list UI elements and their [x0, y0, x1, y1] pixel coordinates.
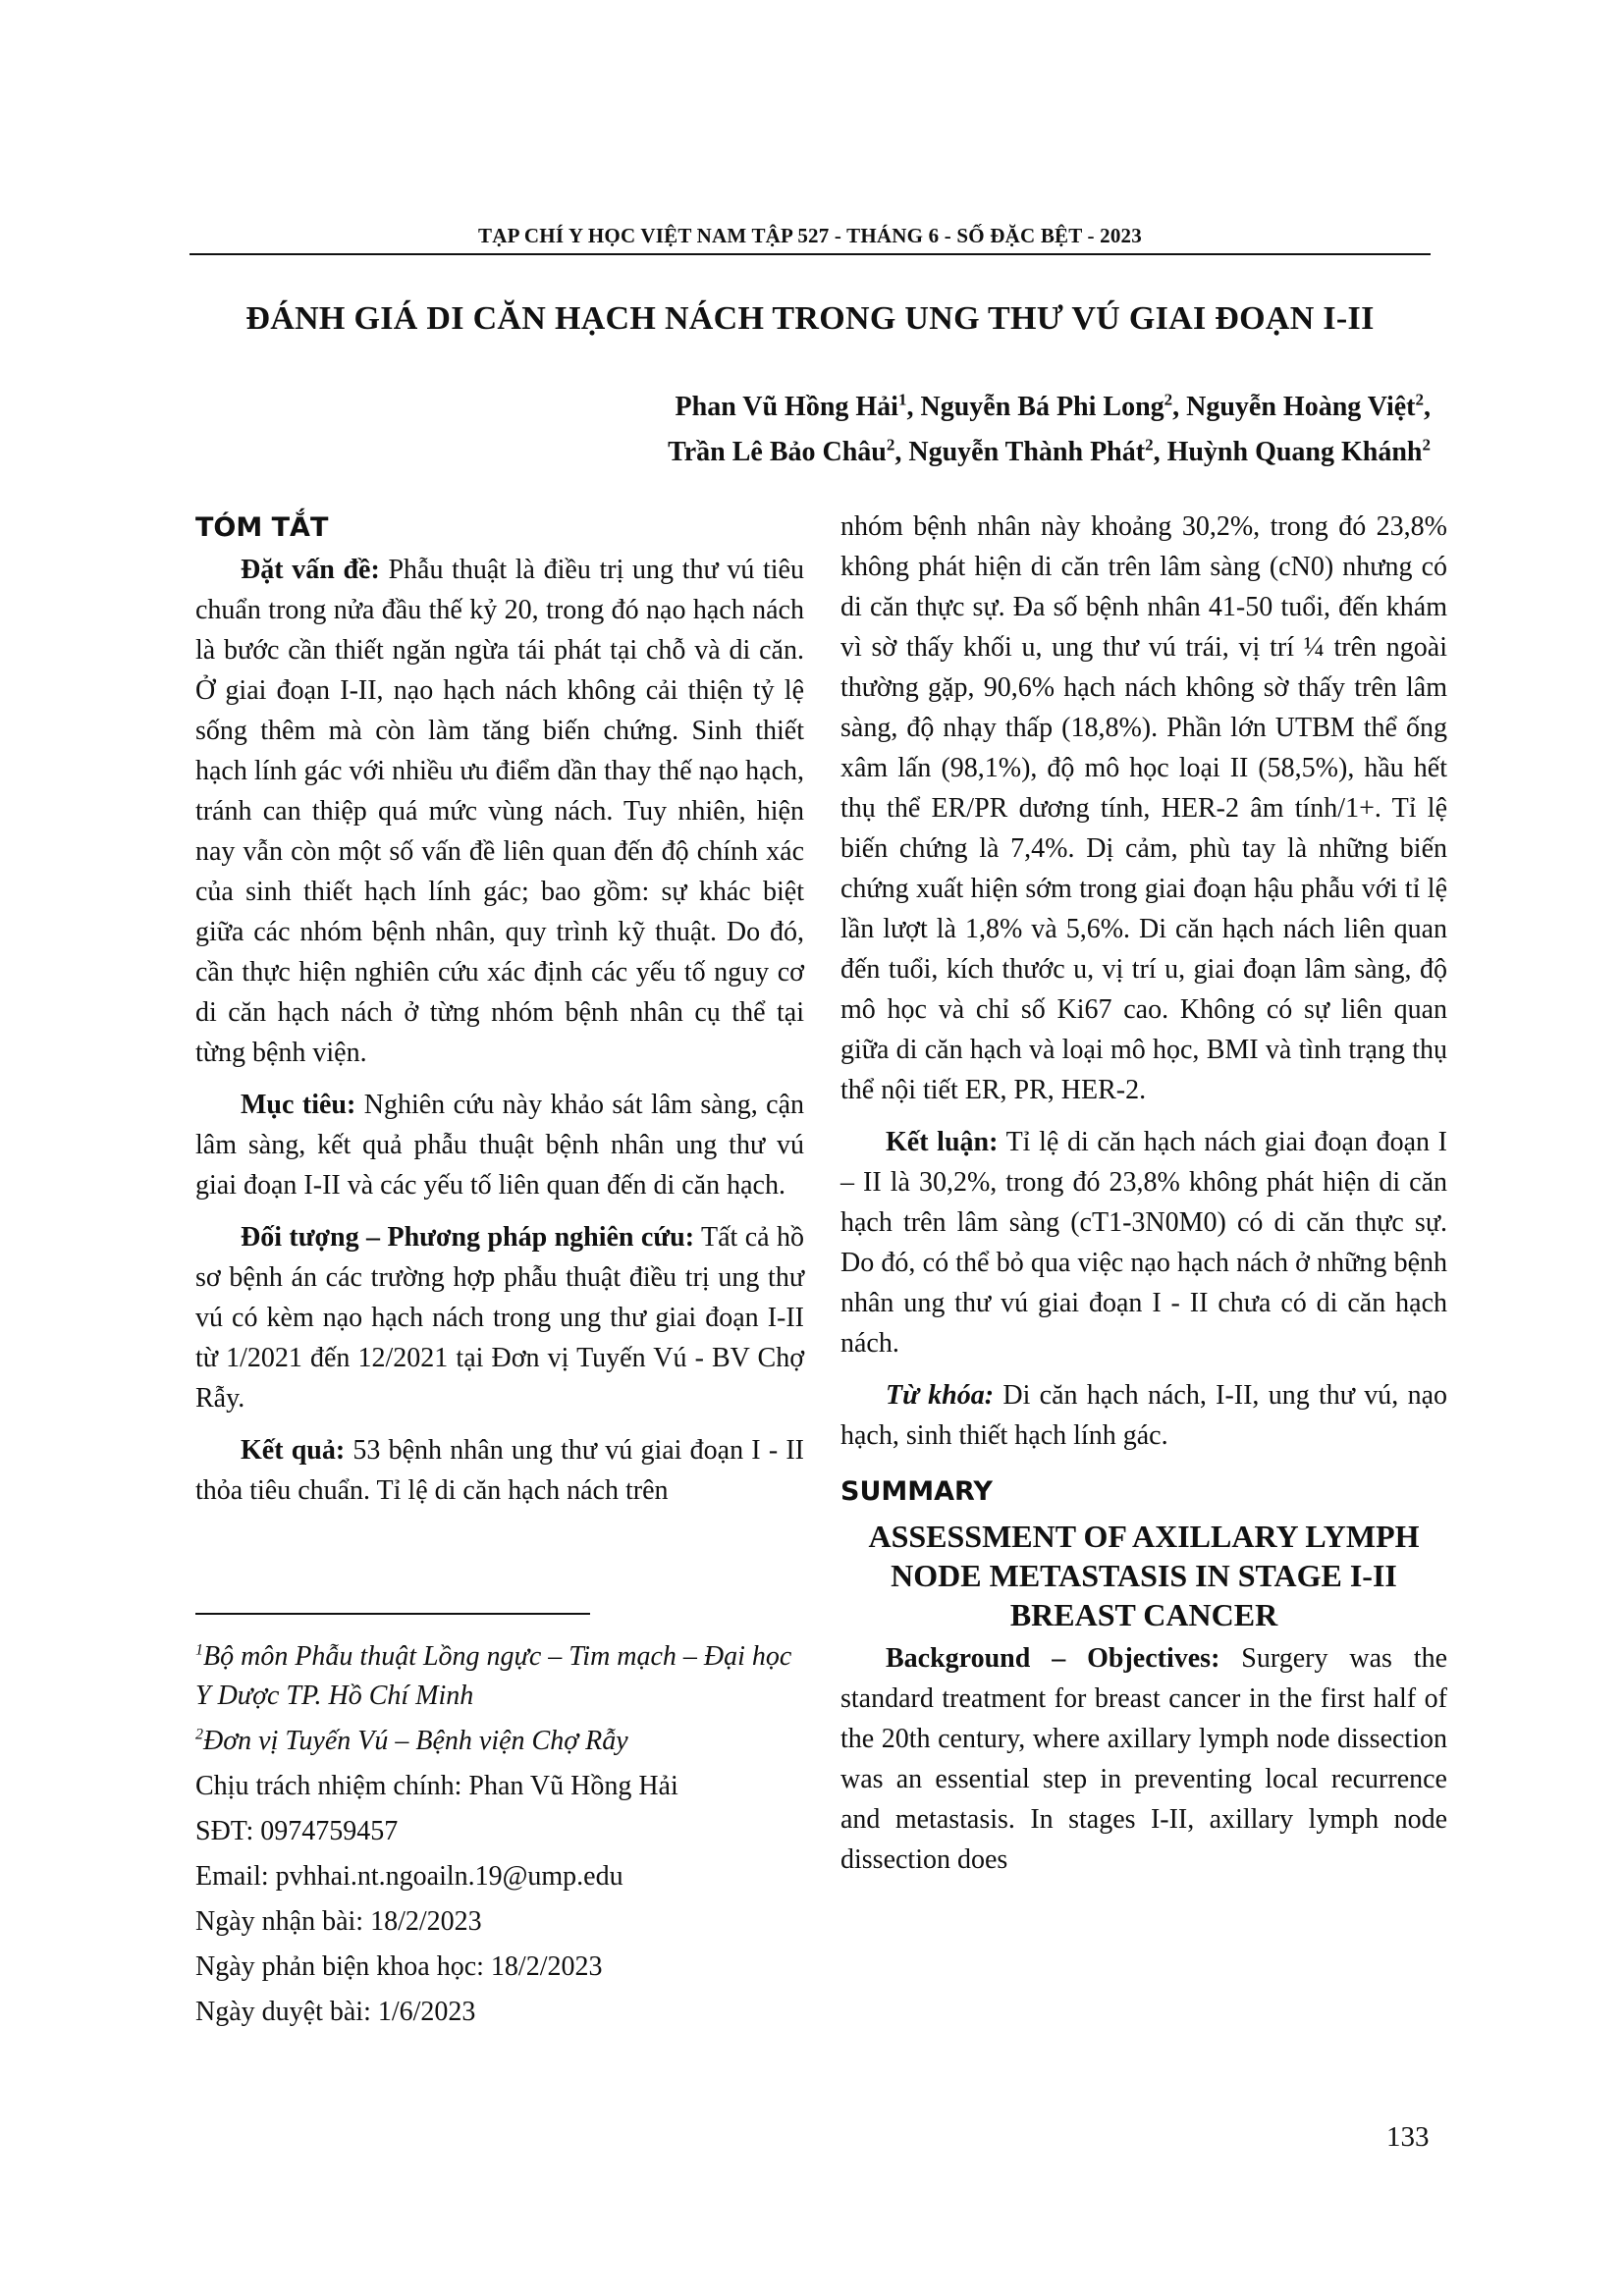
author-list: [449, 385, 1431, 475]
keywords-label: Từ khóa:: [886, 1380, 995, 1411]
author-name: Nguyễn Bá Phi Long: [920, 392, 1164, 422]
affiliation-text: Bộ môn Phẫu thuật Lồng ngực – Tim mạch – Đại học Y Dược TP. Hồ Chí Minh: [195, 1641, 792, 1711]
author-line-2: [449, 430, 1431, 475]
background-label: Đặt vấn đề:: [241, 555, 380, 585]
author-name: Phan Vũ Hồng Hải: [675, 392, 898, 422]
results-text: 53 bệnh nhân ung thư vú giai đoạn I - II thỏa tiêu chuẩn. Tỉ lệ di căn hạch nách trên: [195, 1435, 805, 1506]
author-affiliation-mark: 2: [1422, 435, 1431, 454]
page-number: 133: [1386, 2121, 1430, 2153]
summary-heading: SUMMARY: [840, 1476, 993, 1507]
author-affiliation-mark: 1: [897, 390, 907, 409]
author-separator: ,: [1153, 437, 1167, 467]
affiliation-number: 2: [195, 1726, 203, 1743]
author-separator: ,: [906, 392, 921, 422]
author-name: Nguyễn Thành Phát: [908, 437, 1146, 467]
footnote-rule: [195, 1613, 590, 1615]
keywords-text: Di căn hạch nách, I-II, ung thư vú, nạo hạch, sinh thiết hạch lính gác.: [840, 1380, 1447, 1451]
author-name: Nguyễn Hoàng Việt: [1186, 392, 1416, 422]
conclusion-label: Kết luận:: [886, 1127, 999, 1157]
phone-number: SĐT: 0974759457: [195, 1816, 399, 1846]
abstract-methods: [195, 1217, 804, 1418]
author-separator: ,: [1424, 392, 1431, 422]
summary-title-line: NODE METASTASIS IN STAGE I-II: [891, 1558, 1397, 1593]
objective-text: Nghiên cứu này khảo sát lâm sàng, cận lâm sàng, kết quả phẫu thuật bệnh nhân ung thư vú giai đoạn I-II và các yếu tố liên quan đến di căn hạch.: [195, 1090, 805, 1201]
summary-background-label: Background – Objectives:: [886, 1643, 1220, 1674]
summary-background: [840, 1638, 1447, 1880]
affiliation-2: [195, 1722, 804, 1761]
abstract-conclusion: [840, 1122, 1447, 1363]
author-separator: ,: [1172, 392, 1187, 422]
results-label: Kết quả:: [241, 1435, 346, 1466]
affiliation-text: Đơn vị Tuyến Vú – Bệnh viện Chợ Rẫy: [203, 1726, 628, 1756]
abstract-keywords: [840, 1375, 1447, 1456]
author-separator: ,: [894, 437, 909, 467]
affiliation-1: [195, 1637, 804, 1716]
corresponding-author: Chịu trách nhiệm chính: Phan Vũ Hồng Hải: [195, 1771, 678, 1801]
summary-title-line: BREAST CANCER: [1009, 1597, 1278, 1632]
author-name: Huỳnh Quang Khánh: [1166, 437, 1423, 467]
running-header: TẠP CHÍ Y HỌC VIỆT NAM TẬP 527 - THÁNG 6 - SỐ ĐẶC BỆT - 2023: [478, 224, 1142, 247]
author-affiliation-mark: 2: [1415, 390, 1424, 409]
email-address: Email: pvhhai.nt.ngoailn.19@ump.edu: [195, 1861, 623, 1892]
author-affiliation-mark: 2: [1145, 435, 1154, 454]
abstract-results-continued: nhóm bệnh nhân này khoảng 30,2%, trong đó 23,8% không phát hiện di căn trên lâm sàng (cN0) nhưng có di căn thực sự. Đa số bệnh nhân 41-50 tuổi, đến khám vì sờ thấy khối u, ung thư vú trái, vị trí ¼ trên ngoài thường gặp, 90,6% hạch nách không sờ thấy trên lâm sàng, độ nhạy thấp (18,8%). Phần lớn UTBM thể ống xâm lấn (98,1%), độ mô học loại II (58,5%), hầu hết thụ thể ER/PR dương tính, HER-2 âm tính/1+. Tỉ lệ biến chứng là 7,4%. Dị cảm, phù tay là những biến chứng xuất hiện sớm trong giai đoạn hậu phẫu với tỉ lệ lần lượt là 1,8% và 5,6%. Di căn hạch nách liên quan đến tuổi, kích thước u, vị trí u, giai đoạn lâm sàng, độ mô học và chỉ số Ki67 cao. Không có sự liên quan giữa di căn hạch và loại mô học, BMI và tình trạng thụ thể nội tiết ER, PR, HER-2.: [840, 511, 1447, 1105]
summary-title-line: ASSESSMENT OF AXILLARY LYMPH: [868, 1519, 1420, 1554]
summary-background-text: Surgery was the standard treatment for breast cancer in the first half of the 20th century, where axillary lymph node dissection was an essential step in preventing local recurrence and metastasis. In stages I-II, axillary lymph node dissection does: [840, 1643, 1447, 1875]
date-accepted: Ngày duyệt bài: 1/6/2023: [195, 1997, 476, 2027]
affiliation-number: 1: [195, 1641, 203, 1659]
author-name: Trần Lê Bảo Châu: [668, 437, 887, 467]
abstract-background: [195, 550, 804, 1073]
left-column: [195, 507, 804, 1522]
author-affiliation-mark: 2: [1164, 390, 1173, 409]
header-rule: [189, 253, 1431, 255]
background-text: Phẫu thuật là điều trị ung thư vú tiêu chuẩn trong nửa đầu thế kỷ 20, trong đó nạo hạch nách là bước cần thiết ngăn ngừa tái phát tại chỗ và di căn. Ở giai đoạn I-II, nạo hạch nách không cải thiện tỷ lệ sống thêm mà còn làm tăng biến chứng. Sinh thiết hạch lính gác với nhiều ưu điểm dần thay thế nạo hạch, tránh can thiệp quá mức vùng nách. Tuy nhiên, hiện nay vẫn còn một số vấn đề liên quan đến độ chính xác của sinh thiết hạch lính gác; bao gồm: sự khác biệt giữa các nhóm bệnh nhân, quy trình kỹ thuật. Do đó, cần thực hiện nghiên cứu xác định các yếu tố nguy cơ di căn hạch nách ở từng nhóm bệnh nhân cụ thể tại từng bệnh viện.: [195, 555, 804, 1068]
methods-label: Đối tượng – Phương pháp nghiên cứu:: [241, 1222, 695, 1253]
footnotes: [195, 1637, 804, 2038]
abstract-heading: TÓM TẮT: [195, 512, 329, 543]
abstract-results: [195, 1430, 804, 1511]
article-title: ĐÁNH GIÁ DI CĂN HẠCH NÁCH TRONG UNG THƯ VÚ GIAI ĐOẠN I-II: [245, 300, 1375, 337]
methods-text: Tất cả hồ sơ bệnh án các trường hợp phẫu thuật điều trị ung thư vú có kèm nạo hạch nách trong ung thư giai đoạn I-II từ 1/2021 đến 12/2021 tại Đơn vị Tuyến Vú - BV Chợ Rẫy.: [195, 1222, 804, 1414]
right-column: [840, 507, 1447, 1892]
author-line-1: [449, 385, 1431, 430]
date-received: Ngày nhận bài: 18/2/2023: [195, 1906, 482, 1937]
summary-title: [840, 1517, 1447, 1634]
date-reviewed: Ngày phản biện khoa học: 18/2/2023: [195, 1951, 603, 1982]
conclusion-text: Tỉ lệ di căn hạch nách giai đoạn đoạn I – II là 30,2%, trong đó 23,8% không phát hiện di căn hạch trên lâm sàng (cT1-3N0M0) có di căn thực sự. Do đó, có thể bỏ qua việc nạo hạch nách ở những bệnh nhân ung thư vú giai đoạn I - II chưa có di căn hạch nách.: [840, 1127, 1447, 1359]
objective-label: Mục tiêu:: [241, 1090, 356, 1120]
author-affiliation-mark: 2: [886, 435, 895, 454]
abstract-objective: [195, 1085, 804, 1205]
